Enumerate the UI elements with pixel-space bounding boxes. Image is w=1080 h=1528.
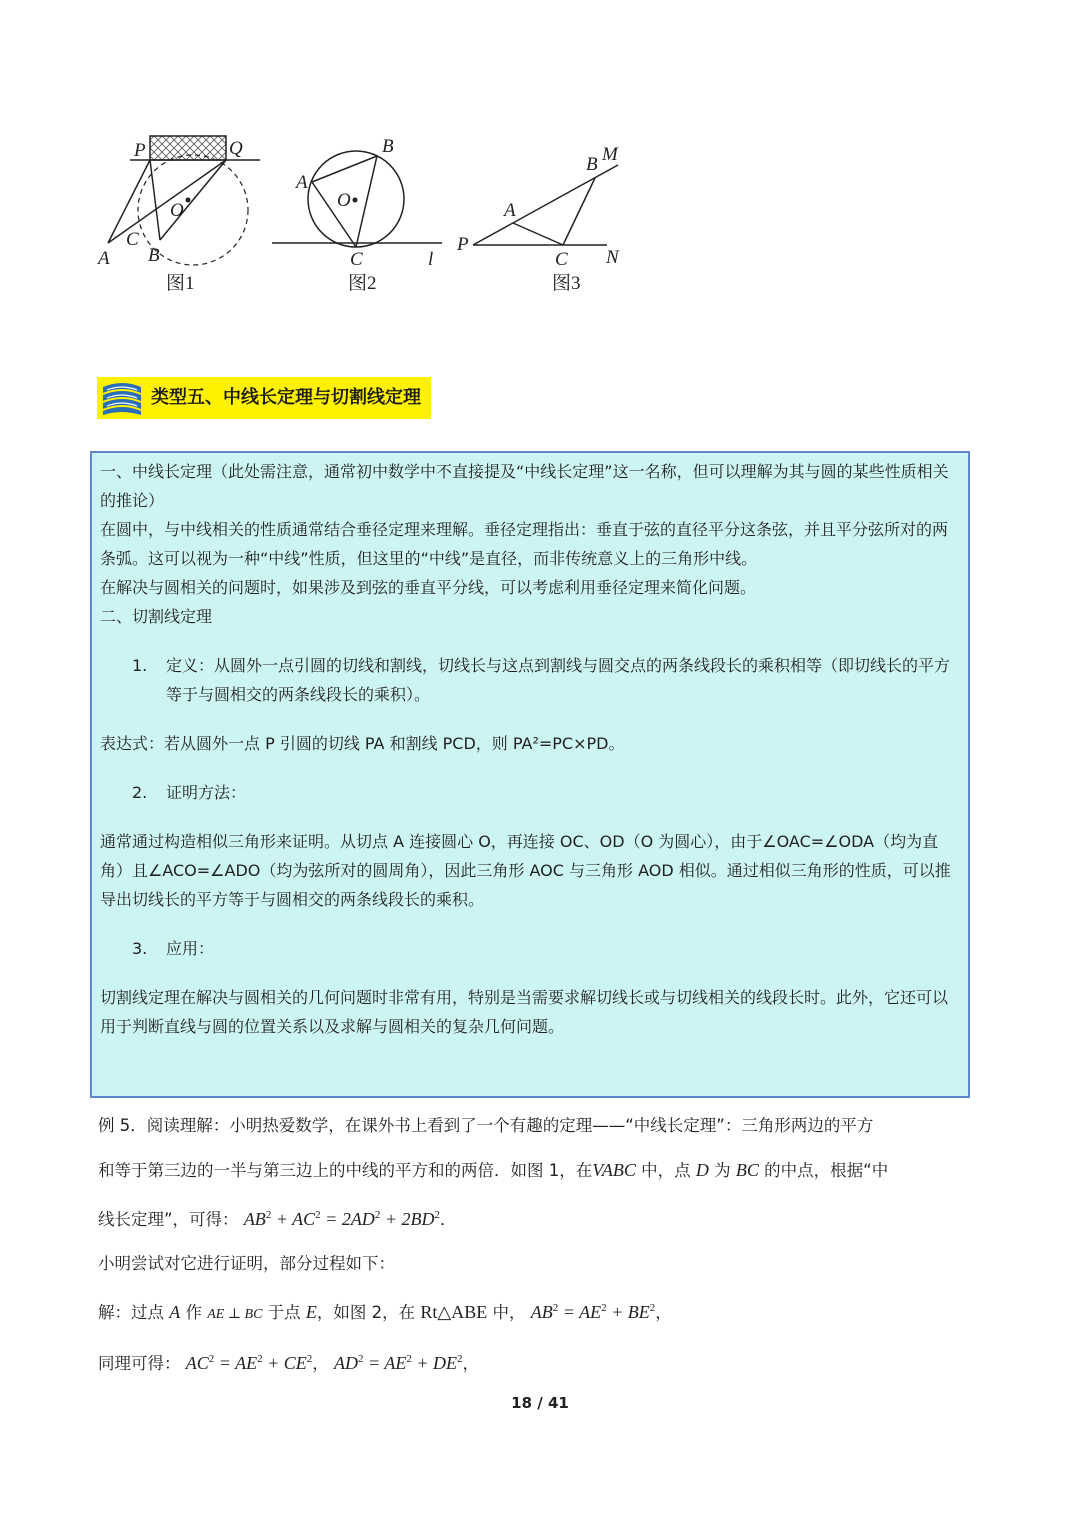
example-5 (98, 1104, 988, 1386)
label-O: O (170, 200, 184, 221)
figures-row (90, 128, 650, 298)
label-A: A (296, 172, 308, 193)
paragraph-expression: 表达式：若从圆外一点 P 引圆的切线 PA 和割线 PCD，则 PA²=PC×PD。 (100, 734, 625, 753)
label-B: B (586, 154, 598, 175)
example-line-6: 同理可得： $AC^2 = AE^2 + CE^2$， $AD^2 = AE^2 + DE^2$， (98, 1353, 479, 1373)
example-line-1: 例 5．阅读理解：小明热爱数学，在课外书上看到了一个有趣的定理——“中线长定理”：三角形两边的平方 (98, 1116, 874, 1135)
figure-2-caption: 图2 (348, 273, 377, 294)
section-title: 类型五、中线长定理与切割线定理 (147, 377, 431, 419)
list-item-definition (100, 651, 960, 709)
paragraph-tangent-secant-heading: 二、切割线定理 (100, 607, 213, 626)
label-A: A (98, 248, 110, 269)
center-dot (186, 198, 191, 203)
formula-pythagoras-abe: $AB^2 = AE^2 + BE^2$ (530, 1302, 656, 1322)
label-M: M (602, 144, 618, 165)
list-text: 应用： (166, 939, 215, 958)
theory-box (90, 451, 970, 1098)
list-text: 证明方法： (166, 783, 247, 802)
label-B: B (148, 245, 160, 266)
label-C: C (350, 249, 363, 270)
list-text: 定义：从圆外一点引圆的切线和割线，切线长与这点到割线与圆交点的两条线段长的乘积相等（即切线长的平方等于与圆相交的两条线段长的乘积）。 (166, 656, 951, 704)
label-P: P (457, 234, 469, 255)
ray-pm (473, 165, 618, 245)
page-number: 18 / 41 (511, 1394, 569, 1412)
paragraph-median-theorem-intro: 一、中线长定理（此处需注意，通常初中数学中不直接提及“中线长定理”这一名称，但可以理解为其与圆的某些性质相关的推论） (100, 462, 949, 510)
label-P: P (134, 140, 146, 161)
books-stack-icon (97, 373, 147, 423)
paragraph-perpendicular-diameter: 在圆中，与中线相关的性质通常结合垂径定理来理解。垂径定理指出：垂直于弦的直径平分这条弦，并且平分弦所对的两条弧。这可以视为一种“中线”性质，但这里的“中线”是直径，而非传统意义上的三角形中线。 (100, 520, 949, 568)
figure-1-caption: 图1 (166, 273, 195, 294)
label-N: N (606, 247, 619, 268)
formula-median-theorem: $AB^2 + AC^2 = 2AD^2 + 2BD^2$ (243, 1209, 440, 1229)
label-O: O (337, 190, 351, 211)
formula-pythagoras-ace: $AC^2 = AE^2 + CE^2$ (185, 1353, 313, 1373)
figure-3 (456, 144, 620, 270)
list-item-application (100, 934, 960, 963)
figure-2 (272, 136, 442, 270)
hatched-block (150, 136, 226, 160)
list-number: 2. (132, 783, 148, 802)
paragraph-proof: 通常通过构造相似三角形来证明。从切点 A 连接圆心 O，再连接 OC、OD（O 为圆心），由于∠OAC=∠ODA（均为直角）且∠ACO=∠ADO（均为弦所对的圆周角），因此三角形 AOC 与三角形 AOD 相似。通过相似三角形的性质，可以推导出切线长的平方等于与圆相交的两条线段长的乘积。 (100, 832, 951, 909)
figure-1 (96, 136, 260, 269)
paragraph-application-hint: 在解决与圆相关的问题时，如果涉及到弦的垂直平分线，可以考虑利用垂径定理来简化问题。 (100, 578, 757, 597)
example-line-3: 线长定理”，可得： $AB^2 + AC^2 = 2AD^2 + 2BD^2$． (98, 1209, 457, 1229)
label-l: l (428, 249, 434, 270)
label-B: B (382, 136, 394, 157)
label-Q: Q (229, 138, 243, 159)
list-number: 1. (132, 656, 148, 675)
list-number: 3. (132, 939, 148, 958)
label-C: C (126, 229, 139, 250)
figure-3-caption: 图3 (552, 273, 581, 294)
example-line-4: 小明尝试对它进行证明，部分过程如下： (98, 1254, 395, 1273)
section-heading (97, 373, 431, 423)
list-item-proof (100, 778, 960, 807)
example-line-2: 和等于第三边的一半与第三边上的中线的平方和的两倍．如图 1，在VABC 中，点 D 为 BC 的中点，根据“中 (98, 1160, 889, 1180)
example-line-5: 解：过点 A 作 AE ⊥ BC 于点 E，如图 2，在 Rt△ABE 中， $AB^2 = AE^2 + BE^2$， (98, 1302, 672, 1322)
label-A: A (504, 200, 516, 221)
formula-pythagoras-ade: $AD^2 = AE^2 + DE^2$ (334, 1353, 463, 1373)
paragraph-application: 切割线定理在解决与圆相关的几何问题时非常有用，特别是当需要求解切线长或与切线相关的线段长时。此外，它还可以用于判断直线与圆的位置关系以及求解与圆相关的复杂几何问题。 (100, 988, 949, 1036)
label-C: C (555, 249, 568, 270)
